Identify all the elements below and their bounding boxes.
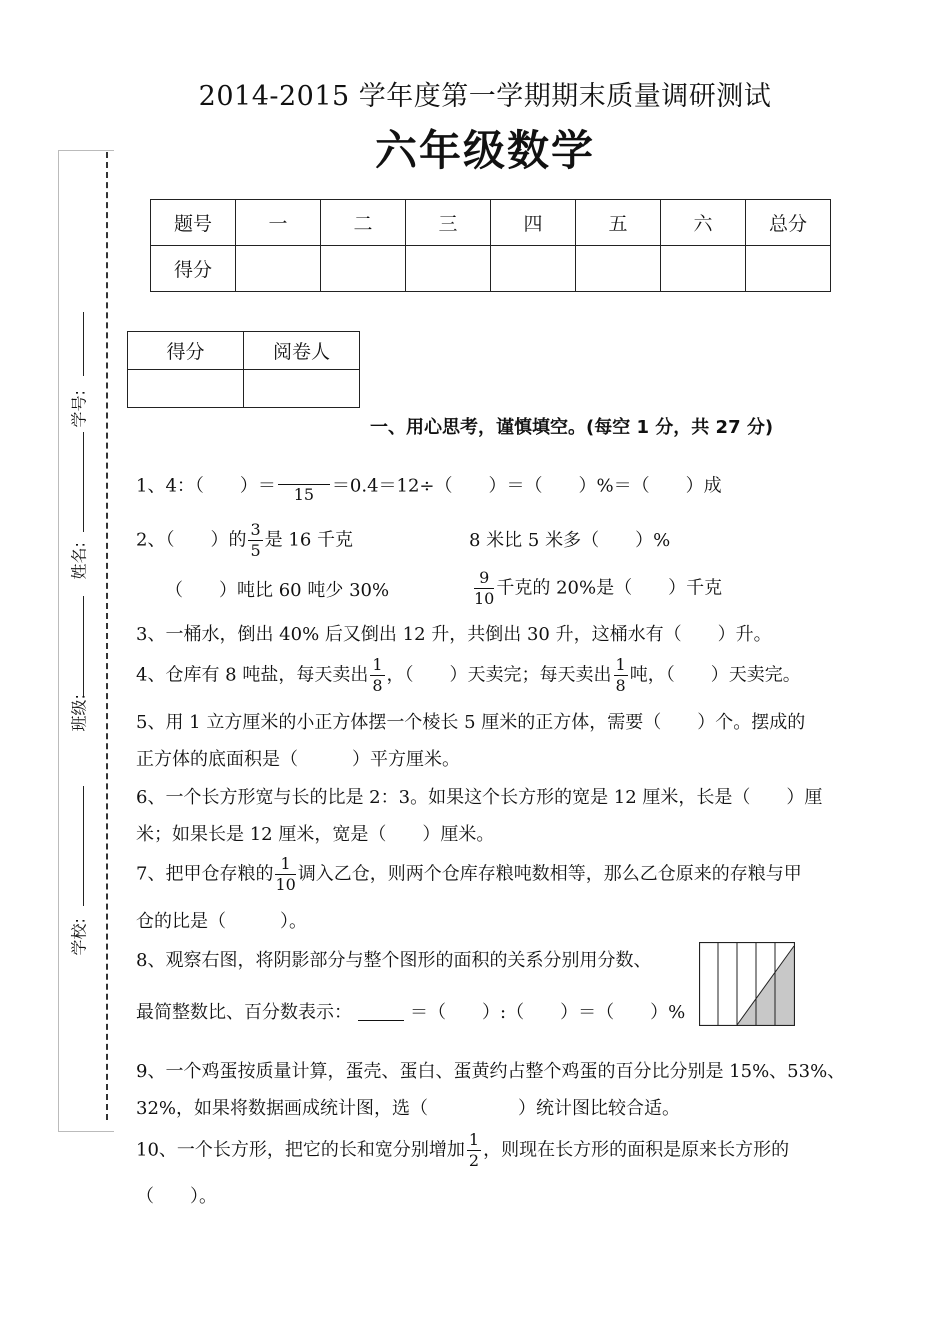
score-header-cell: 总分 [746,200,831,246]
question-9a: 9、一个鸡蛋按质量计算，蛋壳、蛋白、蛋黄约占整个鸡蛋的百分比分别是 15%、53%、 [136,1061,846,1082]
school-label: 学校: [69,918,89,956]
question-8a: 8、观察右图，将阴影部分与整个图形的面积的关系分别用分数、 [136,950,652,971]
q10-fraction: $\frac{1}{2}$ [468,1130,480,1170]
q8-fraction-blank[interactable] [358,1006,404,1021]
score-table [150,199,831,292]
score-cell[interactable] [746,246,831,292]
section-1-title: 一、用心思考，谨慎填空。(每空 1 分，共 27 分) [370,417,774,438]
score-header-cell: 一 [236,200,321,246]
score-cell[interactable] [576,246,661,292]
question-5a: 5、用 1 立方厘米的小正方体摆一个棱长 5 厘米的正方体，需要（ ）个。摆成的 [136,712,806,733]
shaded-rectangle-figure [699,942,795,1026]
binding-dashed-line [106,152,108,1120]
q2d-text: 千克的 20%是（ ）千克 [496,577,723,599]
grader-name-header: 阅卷人 [244,332,360,370]
question-3: 3、一桶水，倒出 40% 后又倒出 12 升，共倒出 30 升，这桶水有（ ）升。 [136,624,772,645]
score-table-score-row [151,246,831,292]
q2a-fraction: $\frac{3}{5}$ [250,520,261,560]
score-table-header-row [151,200,831,246]
grader-name-cell[interactable] [244,370,360,408]
q2a-text-b: 是 16 千克 [264,529,353,551]
score-cell[interactable] [406,246,491,292]
score-cell[interactable] [661,246,746,292]
question-7a: 7、把甲仓存粮的 $\frac{1}{10}$ 调入乙仓，则两个仓库存粮吨数相等，那么乙仓原来的存粮与甲 [136,854,802,894]
q1-denominator: 15 [293,485,315,504]
q4-fraction-2: $\frac{1}{8}$ [615,655,626,695]
score-header-cell: 五 [576,200,661,246]
question-8b: 最简整数比、百分数表示： ＝（ ）:（ ）＝（ ）% [136,1002,686,1023]
question-6a: 6、一个长方形宽与长的比是 2：3。如果这个长方形的宽是 12 厘米，长是（ ）厘 [136,787,823,808]
score-header-cell: 四 [491,200,576,246]
exam-title: 2014-2015 学年度第一学期期末质量调研测试 [198,81,772,112]
school-line [83,786,84,906]
score-cell[interactable] [321,246,406,292]
name-label: 姓名: [69,542,89,580]
student-id-line [83,312,84,376]
score-header-cell: 二 [321,200,406,246]
question-7b: 仓的比是（ ）。 [136,911,307,932]
question-2b: 8 米比 5 米多（ ）% [469,530,671,551]
question-9b: 32%，如果将数据画成统计图，选（ ）统计图比较合适。 [136,1098,681,1119]
score-header-cell: 三 [406,200,491,246]
student-id-label: 学号: [69,390,89,428]
q2a-text-a: 2、（ ）的 [136,529,247,551]
q1-text-a: 1、4：（ ）＝ [136,475,276,497]
subject-title: 六年级数学 [374,126,595,175]
class-line [83,596,84,696]
q1-text-b: ＝0.4＝12÷（ ）＝（ ）%＝（ ）成 [331,475,722,497]
question-10b: （ ）。 [136,1186,217,1207]
q4-fraction-1: $\frac{1}{8}$ [372,655,383,695]
question-1 [136,470,722,503]
score-header-cell: 题号 [151,200,236,246]
question-5b: 正方体的底面积是（ ）平方厘米。 [136,749,460,770]
name-line [83,432,84,532]
grader-table [127,331,360,408]
q2d-fraction: $\frac{9}{10}$ [474,568,495,608]
grader-score-header: 得分 [128,332,244,370]
class-label: 班级: [69,694,89,732]
grader-score-cell[interactable] [128,370,244,408]
question-10a: 10、一个长方形，把它的长和宽分别增加 $\frac{1}{2}$ ，则现在长方形的面积是原来长方形的 [136,1130,790,1170]
score-cell[interactable] [236,246,321,292]
question-2d [472,570,722,607]
q1-numerator-blank[interactable] [278,470,330,485]
score-row-label: 得分 [151,246,236,292]
q1-fraction [278,470,330,503]
question-4: 4、仓库有 8 吨盐，每天卖出 $\frac{1}{8}$ ，（ ）天卖完；每天卖出 $\frac{1}{8}$ 吨，（ ）天卖完。 [136,655,801,695]
question-2a [136,522,353,559]
question-2c: （ ）吨比 60 吨少 30% [165,580,390,601]
score-header-cell: 六 [661,200,746,246]
question-6b: 米；如果长是 12 厘米，宽是（ ）厘米。 [136,824,495,845]
q7-fraction: $\frac{1}{10}$ [275,854,296,894]
score-cell[interactable] [491,246,576,292]
